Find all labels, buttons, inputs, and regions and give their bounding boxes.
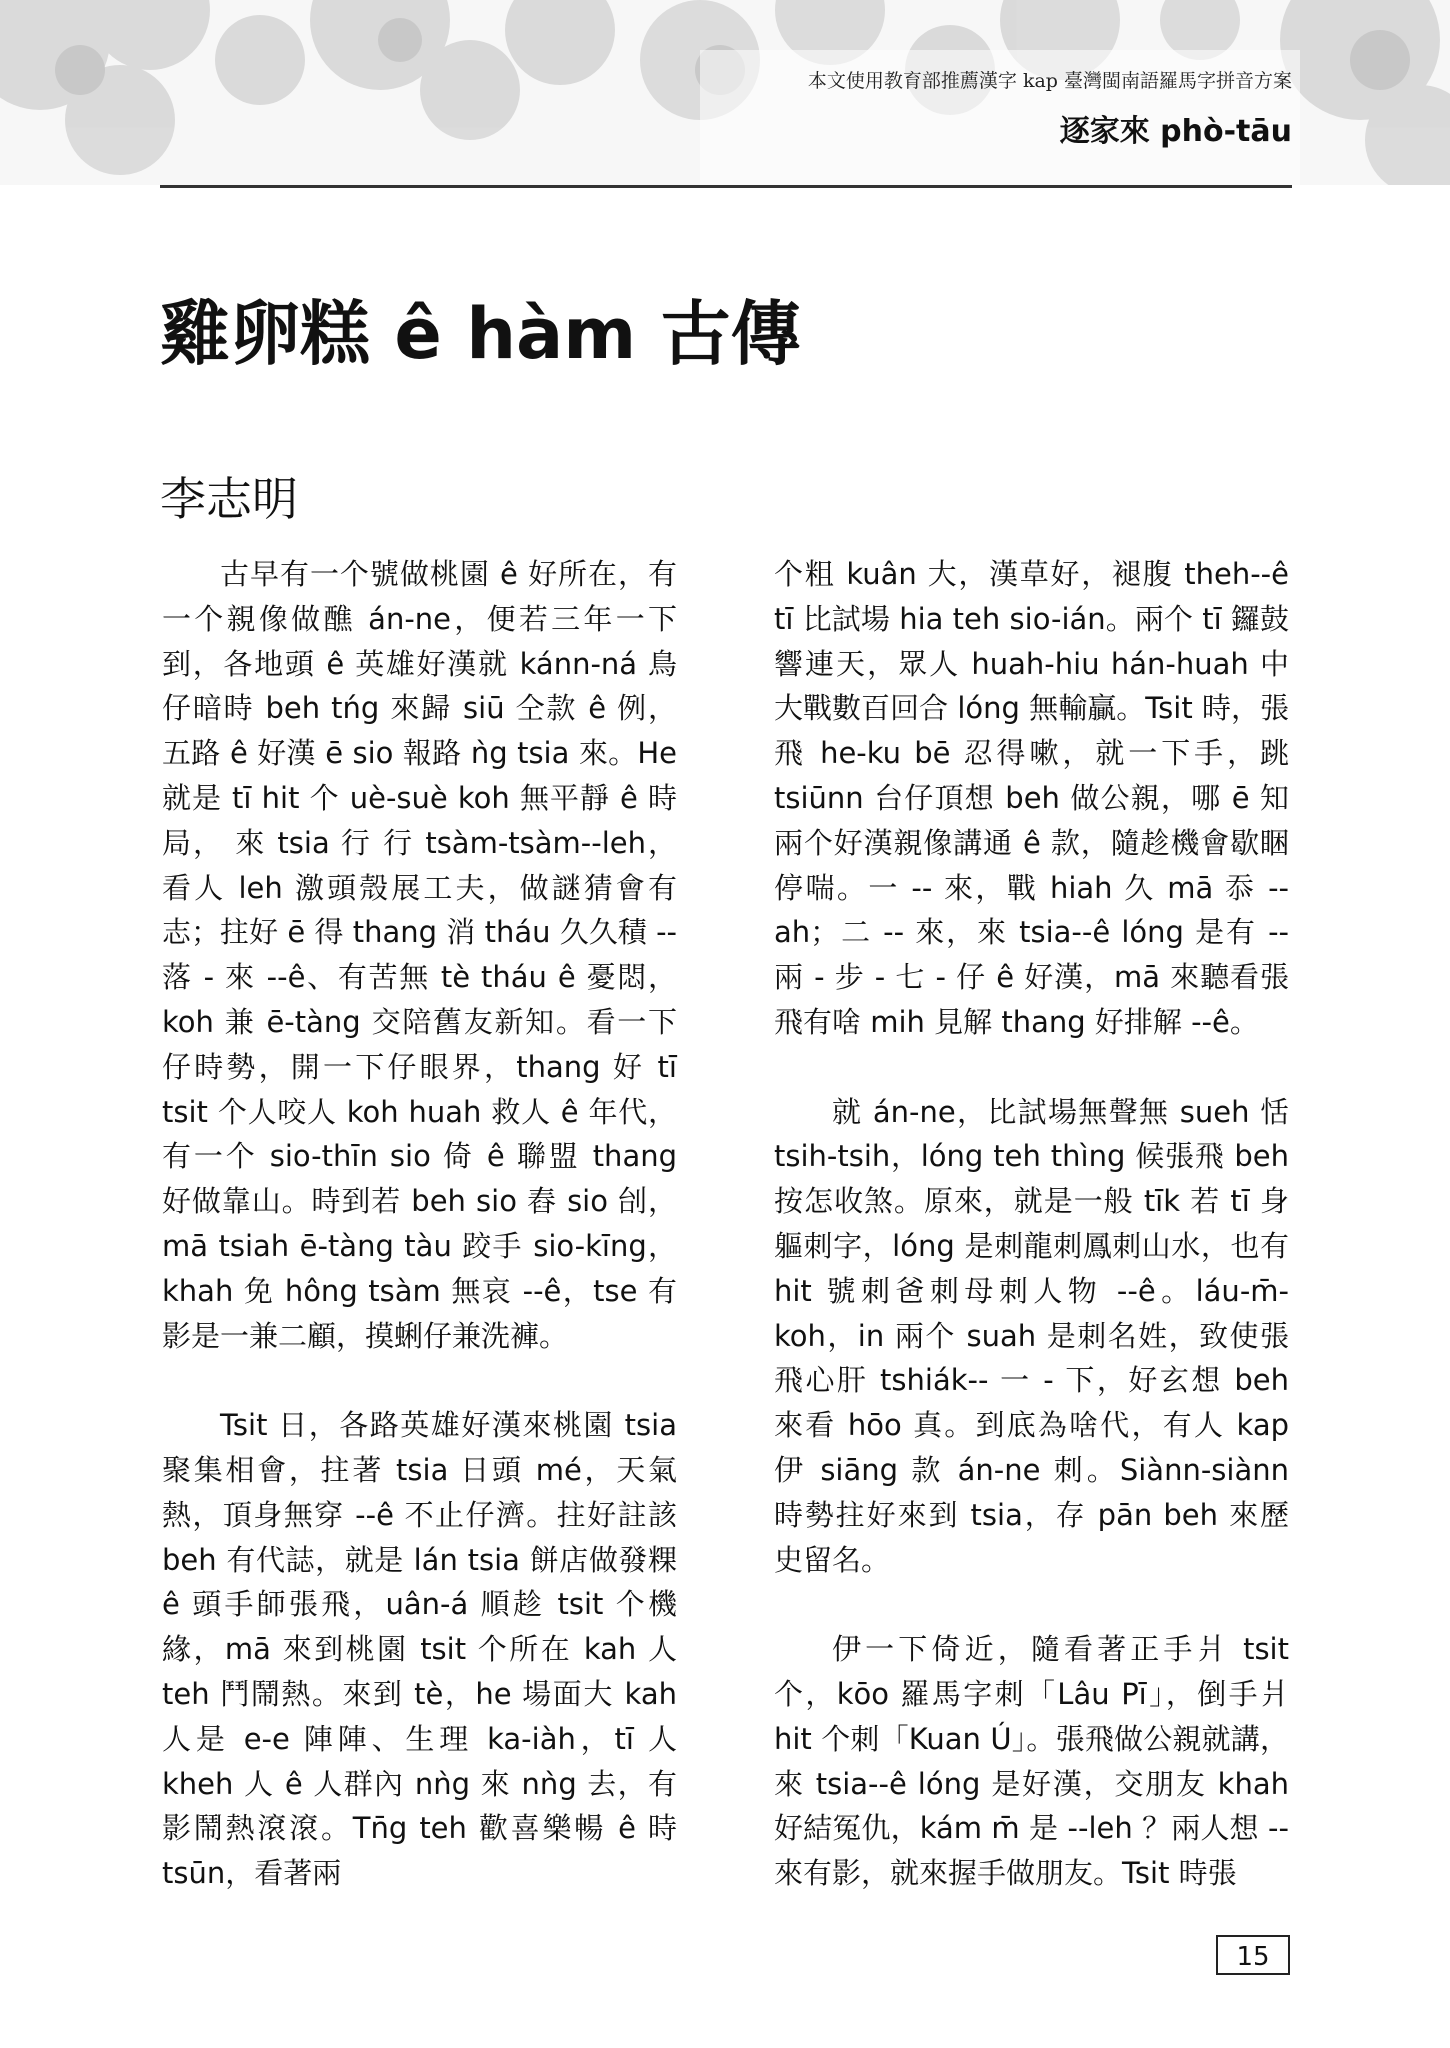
paragraph: 个粗 kuân 大，漢草好，褪腹 theh--ê tī 比試場 hia teh sio-ián。兩个 tī 鑼鼓響連天，眾人 huah-hiu hán-huah 中大戰數百回合 lóng 無輸贏。Tsit 時，張飛 he-ku bē 忍得嗽，就一下手，跳 tsiūnn 台仔頂想 beh 做公親，哪 ē 知兩个好漢親像講通 ê 款，隨趁機會歇睏停喘。一 -- 來，戰 hiah 久 mā 忝 -- ah；二 -- 來，來 tsia--ê lóng 是有 -- 兩 - 步 - 七 - 仔 ê 好漢，mā 來聽看張飛有啥 mih 見解 thang 好排解 --ê。 [774, 557, 1289, 1039]
article-title: 雞卵糕 ê hàm 古傳 [160, 293, 801, 375]
column-name: 逐家來 phò-tāu [1059, 114, 1292, 149]
header-divider [160, 185, 1292, 188]
header-note: 本文使用教育部推薦漢字 kap 臺灣閩南語羅馬字拼音方案 [807, 70, 1292, 92]
paragraph: 就 án-ne，比試場無聲無 sueh 恬 tsih-tsih，lóng teh thìng 候張飛 beh 按怎收煞。原來，就是一般 tīk 若 tī 身軀刺字，lóng 是刺龍刺鳳刺山水，也有 hit 號刺爸刺母刺人物 --ê。láu-m̄-koh，in 兩个 suah 是刺名姓，致使張飛心肝 tshiák-- 一 - 下，好玄想 beh 來看 hōo 真。到底為啥代，有人 kap 伊 siāng 款 án-ne 刺。Siànn-siànn 時勢拄好來到 tsia，存 pān beh 來歷史留名。 [774, 1094, 1289, 1577]
paragraph: 古早有一个號做桃園 ê 好所在，有一个親像做醮 án-ne，便若三年一下到，各地頭 ê 英雄好漢就 kánn-ná 鳥仔暗時 beh tńg 來歸 siū 仝款 ê 例，五路 ê 好漢 ē sio 報路 ǹg tsia 來。He 就是 tī hit 个 uè-suè koh 無平靜 ê 時局， 來 tsia 行 行 tsàm-tsàm--leh，看人 leh 激頭殼展工夫，做謎猜會有志；拄好 ē 得 thang 消 tháu 久久積 -- 落 - 來 --ê、有苦無 tè tháu ê 憂悶，koh 兼 ē-tàng 交陪舊友新知。看一下仔時勢，開一下仔眼界，thang 好 tī tsit 个人咬人 koh huah 救人 ê 年代，有一个 sio-thīn sio 倚 ê 聯盟 thang 好做靠山。時到若 beh sio 舂 sio 刣，mā tsiah ē-tàng tàu 跤手 sio-kīng，khah 免 hông tsàm 無哀 --ê，tse 有影是一兼二顧，摸蜊仔兼洗褲。 [162, 557, 677, 1353]
article-author: 李志明 [160, 472, 298, 526]
page-number: 15 [1216, 1935, 1290, 1975]
paragraph: 伊一下倚近，隨看著正手爿 tsit 个，kōo 羅馬字刺「Lâu Pī」，倒手爿 hit 个刺「Kuan Ú」。張飛做公親就講，來 tsia--ê lóng 是好漢，交朋友 khah 好結冤仇，kám m̄ 是 --leh ？兩人想 -- 來有影，就來握手做朋友。Tsit 時張 [774, 1632, 1289, 1891]
paragraph: Tsit 日，各路英雄好漢來桃園 tsia 聚集相會，拄著 tsia 日頭 mé，天氣熱，頂身無穿 --ê 不止仔濟。拄好註該 beh 有代誌，就是 lán tsia 餅店做發粿 ê 頭手師張飛，uân-á 順趁 tsit 个機緣，mā 來到桃園 tsit 个所在 kah 人 teh 鬥鬧熱。來到 tè，he 場面大 kah 人是 e-e 陣陣、生理 ka-iàh，tī 人 kheh 人 ê 人群內 nǹg 來 nǹg 去，有影鬧熱滾滾。Tn̄g teh 歡喜樂暢 ê 時 tsūn，看著兩 [162, 1408, 677, 1891]
left-column [162, 552, 677, 1941]
right-column [774, 552, 1289, 1941]
